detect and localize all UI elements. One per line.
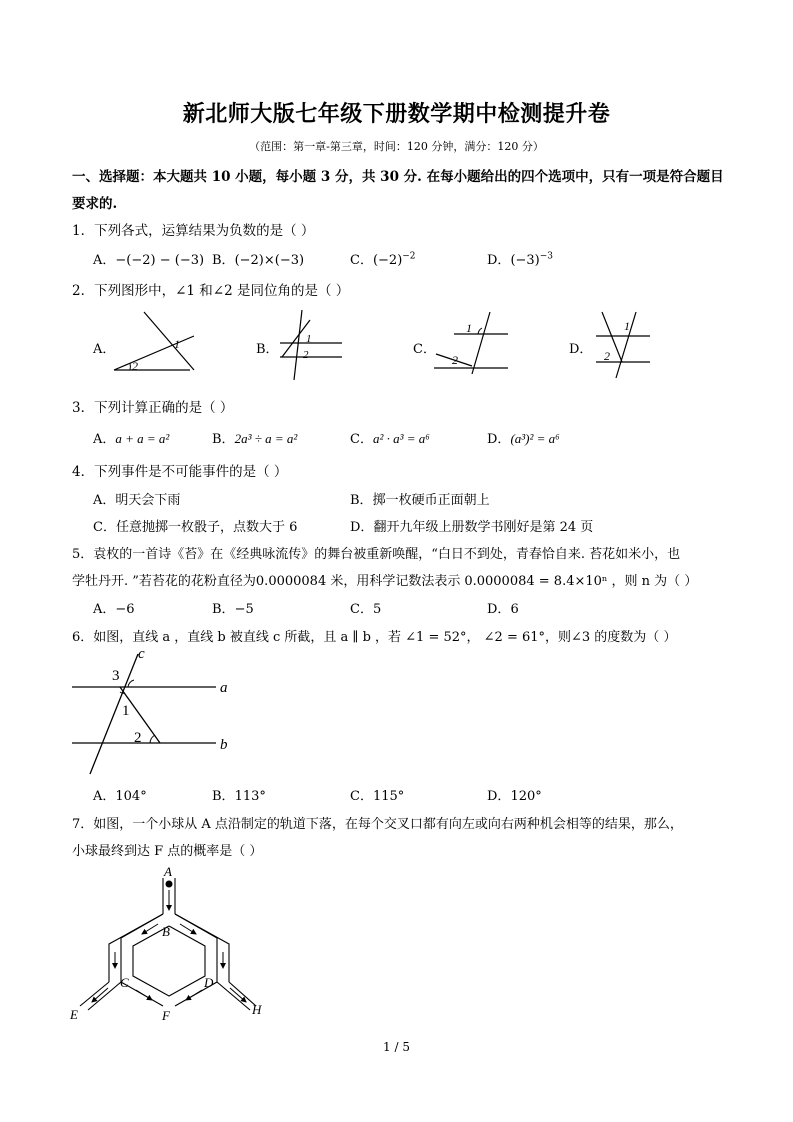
q6-figure bbox=[68, 642, 240, 778]
angle-2-label: 2 bbox=[604, 349, 610, 363]
q2-figure-a bbox=[108, 308, 198, 376]
line-a-label: a bbox=[220, 680, 228, 696]
line-b-label: b bbox=[220, 737, 228, 753]
q1-option-b: B．(−2)×(−3) bbox=[212, 253, 305, 268]
q6-option-a: A．104° bbox=[93, 789, 147, 804]
q5-option-c: C．5 bbox=[350, 602, 382, 617]
line-c-label: c bbox=[138, 646, 145, 662]
angle-1-label: 1 bbox=[174, 337, 180, 351]
q3-option-d: D．(a³)² = a⁶ bbox=[487, 431, 560, 447]
angle-1-label: 1 bbox=[122, 703, 130, 719]
page-number: 1 / 5 bbox=[383, 1040, 410, 1054]
q2-figure-d bbox=[592, 308, 654, 380]
q2-label-c: C． bbox=[413, 342, 436, 357]
q5-line1: 5．袁枚的一首诗《苔》在《经典咏流传》的舞台被重新唤醒，“白日不到处，青春恰自来. 苔花如米小，也 bbox=[72, 547, 681, 562]
angle-2-label: 2 bbox=[134, 730, 142, 746]
angle-1-label: 1 bbox=[306, 333, 312, 345]
q2-figure-c bbox=[432, 310, 512, 376]
point-e-label: E bbox=[70, 1007, 78, 1022]
q4-option-a: A．明天会下雨 bbox=[93, 493, 181, 508]
q3-option-a: A．a + a = a² bbox=[93, 431, 170, 447]
q2-label-b: B． bbox=[256, 342, 279, 357]
q7-track-figure bbox=[64, 864, 274, 1024]
section-heading-line2: 要求的. bbox=[72, 196, 118, 212]
q5-option-d: D．6 bbox=[487, 602, 519, 617]
q1-option-d: D．$(-3)^{-3}$ bbox=[487, 251, 554, 268]
q4-option-d: D．翻开九年级上册数学书刚好是第 24 页 bbox=[350, 520, 594, 535]
section-heading-line1: 一、选择题：本大题共 10 小题，每小题 3 分，共 30 分. 在每小题给出的四个选项中，只有一项是符合题目 bbox=[72, 169, 724, 185]
q4-option-c: C．任意抛掷一枚骰子，点数大于 6 bbox=[93, 520, 298, 535]
q5-option-a: A．−6 bbox=[93, 602, 135, 617]
point-f-label: F bbox=[162, 1008, 170, 1023]
q2-label-d: D． bbox=[569, 342, 593, 357]
point-b-label: B bbox=[162, 924, 170, 939]
q3-option-c: C．a² · a³ = a⁶ bbox=[350, 431, 430, 447]
q6-option-c: C．115° bbox=[350, 789, 405, 804]
q1-option-a: A．−(−2) − (−3) bbox=[93, 253, 205, 268]
point-h-label: H bbox=[252, 1002, 262, 1017]
angle-1-label: 1 bbox=[624, 319, 630, 333]
q2-label-a: A． bbox=[93, 342, 116, 357]
q5-line2: 学牡丹开. ”若苔花的花粉直径为0.0000084 米，用科学记数法表示 0.0000084 = 8.4×10ⁿ ，则 n 为（ ） bbox=[72, 574, 698, 589]
q3-option-b: B．2a³ ÷ a = a² bbox=[212, 431, 298, 447]
q3-stem: 3．下列计算正确的是（ ） bbox=[72, 400, 234, 416]
angle-2-label: 2 bbox=[452, 353, 458, 367]
q7-line2: 小球最终到达 F 点的概率是（ ） bbox=[72, 844, 263, 859]
q2-figure-b bbox=[276, 308, 346, 382]
q1-stem: 1．下列各式，运算结果为负数的是（ ） bbox=[72, 223, 315, 239]
q2-stem: 2．下列图形中，∠1 和∠2 是同位角的是（ ） bbox=[72, 283, 350, 299]
angle-3-label: 3 bbox=[112, 668, 120, 684]
q1-option-c: C．$(-2)^{-2}$ bbox=[350, 251, 416, 268]
angle-2-label: 2 bbox=[132, 359, 138, 373]
q6-option-d: D．120° bbox=[487, 789, 542, 804]
q6-option-b: B．113° bbox=[212, 789, 266, 804]
q5-option-b: B．−5 bbox=[212, 602, 254, 617]
point-c-label: C bbox=[120, 975, 129, 990]
page-title: 新北师大版七年级下册数学期中检测提升卷 bbox=[182, 101, 611, 127]
q6-stem: 6．如图，直线 a ，直线 b 被直线 c 所截，且 a ∥ b ，若 ∠1 = 52°， ∠2 = 61°，则∠3 的度数为（ ） bbox=[72, 630, 677, 645]
angle-2-label: 2 bbox=[303, 349, 309, 361]
q4-option-b: B．掷一枚硬币正面朝上 bbox=[350, 493, 490, 508]
exam-subtitle: （范围：第一章-第三章，时间：120 分钟，满分：120 分） bbox=[249, 140, 544, 153]
q7-line1: 7．如图，一个小球从 A 点沿制定的轨道下落，在每个交叉口都有向左或向右两种机会相等的结果，那么， bbox=[72, 817, 683, 832]
point-d-label: D bbox=[204, 975, 214, 990]
point-a-label: A bbox=[164, 864, 172, 879]
angle-1-label: 1 bbox=[466, 321, 472, 335]
q4-stem: 4．下列事件是不可能事件的是（ ） bbox=[72, 464, 288, 480]
